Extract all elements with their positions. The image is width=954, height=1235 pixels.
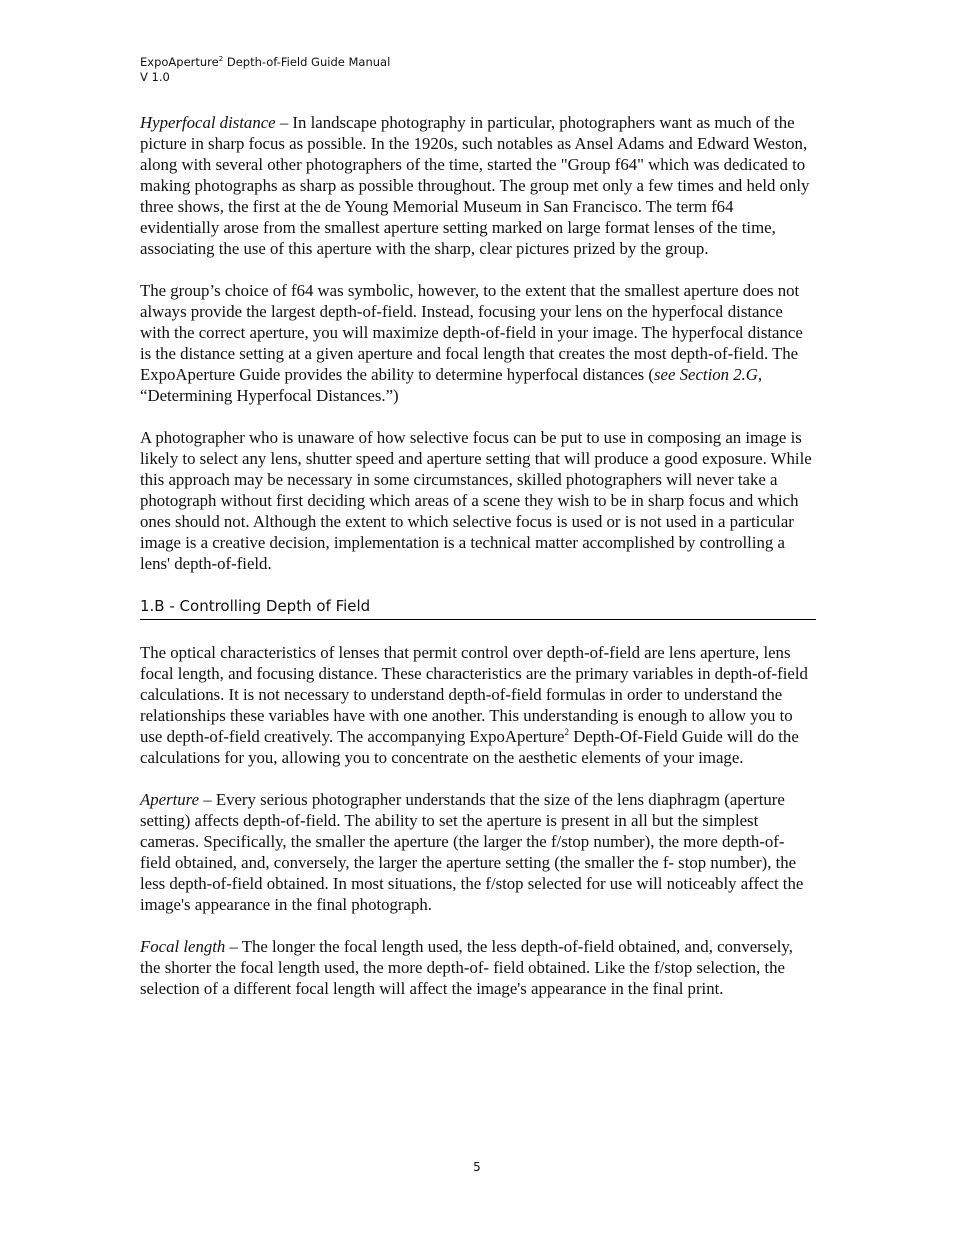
page-number: 5 bbox=[473, 1160, 481, 1174]
section-reference: see Section 2.G bbox=[654, 365, 758, 384]
manual-title-main: ExpoAperture bbox=[140, 55, 219, 69]
hyperfocal-paragraph bbox=[140, 112, 816, 259]
manual-title-rest: Depth-of-Field Guide Manual bbox=[223, 55, 391, 69]
optical-text-b: Depth-Of-Field Guide will do the calculations for you, allowing you to concentrate on the aesthetic elements of your image. bbox=[140, 727, 799, 767]
aperture-term: Aperture bbox=[140, 790, 200, 809]
optical-superscript: 2 bbox=[564, 727, 569, 737]
manual-title-superscript: 2 bbox=[218, 55, 224, 63]
aperture-paragraph bbox=[140, 789, 816, 915]
selective-focus-paragraph: A photographer who is unaware of how selective focus can be put to use in composing an image is likely to select any lens, shutter speed and aperture setting that will produce a good exposure. While this approach may be necessary in some circumstances, skilled photographers will never take a photograph without first deciding which areas of a scene they wish to be in sharp focus and which ones should not. Although the extent to which selective focus is used or is not used in a particular image is a creative decision, implementation is a technical matter accomplished by controlling a lens' depth-of-field. bbox=[140, 428, 812, 573]
optical-text-a: The optical characteristics of lenses that permit control over depth-of-field are lens aperture, lens focal length, and focusing distance. These characteristics are the primary variables in depth-of-field calculations. It is not necessary to understand depth-of-field formulas in order to understand the relationships these variables have with one another. This understanding is enough to allow you to use depth-of-field creatively. The accompanying ExpoAperture bbox=[140, 643, 808, 746]
focal-length-paragraph bbox=[140, 936, 816, 999]
page-header bbox=[140, 55, 390, 85]
f64-text-b: , “Determining Hyperfocal Distances.”) bbox=[140, 365, 763, 405]
manual-title bbox=[140, 55, 390, 70]
focal-length-text: – The longer the focal length used, the less depth-of-field obtained, and, conversely, the shorter the focal length used, the more depth-of- field obtained. Like the f/stop selection, the selection of a different focal length will affect the image's appearance in the final print. bbox=[140, 937, 793, 998]
aperture-text: – Every serious photographer understands that the size of the lens diaphragm (aperture setting) affects depth-of-field. The ability to set the aperture is present in all but the simplest cameras. Specifically, the smaller the aperture (the larger the f/stop number), the more depth-of- field obtained, and, conversely, the larger the aperture setting (the smaller the f- stop number), the less depth-of-field obtained. In most situations, the f/stop selected for use will noticeably affect the image's appearance in the final photograph. bbox=[140, 790, 804, 914]
manual-version: V 1.0 bbox=[140, 70, 170, 84]
focal-length-term: Focal length bbox=[140, 937, 226, 956]
optical-characteristics-paragraph bbox=[140, 642, 816, 768]
f64-paragraph bbox=[140, 280, 816, 406]
page-content bbox=[140, 112, 816, 1020]
hyperfocal-term: Hyperfocal distance bbox=[140, 113, 276, 132]
f64-text-a: The group’s choice of f64 was symbolic, however, to the extent that the smallest aperture does not always provide the largest depth-of-field. Instead, focusing your lens on the hyperfocal distance with the correct aperture, you will maximize depth-of-field in your image. The hyperfocal distance is the distance setting at a given aperture and focal length that creates the most depth-of-field. The ExpoAperture Guide provides the ability to determine hyperfocal distances ( bbox=[140, 281, 803, 384]
section-heading: 1.B - Controlling Depth of Field bbox=[140, 595, 816, 620]
hyperfocal-text: – In landscape photography in particular, photographers want as much of the picture in sharp focus as possible. In the 1920s, such notables as Ansel Adams and Edward Weston, along with several other photographers of the time, started the "Group f64" which was dedicated to making photographs as sharp as possible throughout. The group met only a few times and held only three shows, the first at the de Young Memorial Museum in San Francisco. The term f64 evidentially arose from the smallest aperture setting marked on large format lenses of the time, associating the use of this aperture with the sharp, clear pictures prized by the group. bbox=[140, 113, 810, 258]
